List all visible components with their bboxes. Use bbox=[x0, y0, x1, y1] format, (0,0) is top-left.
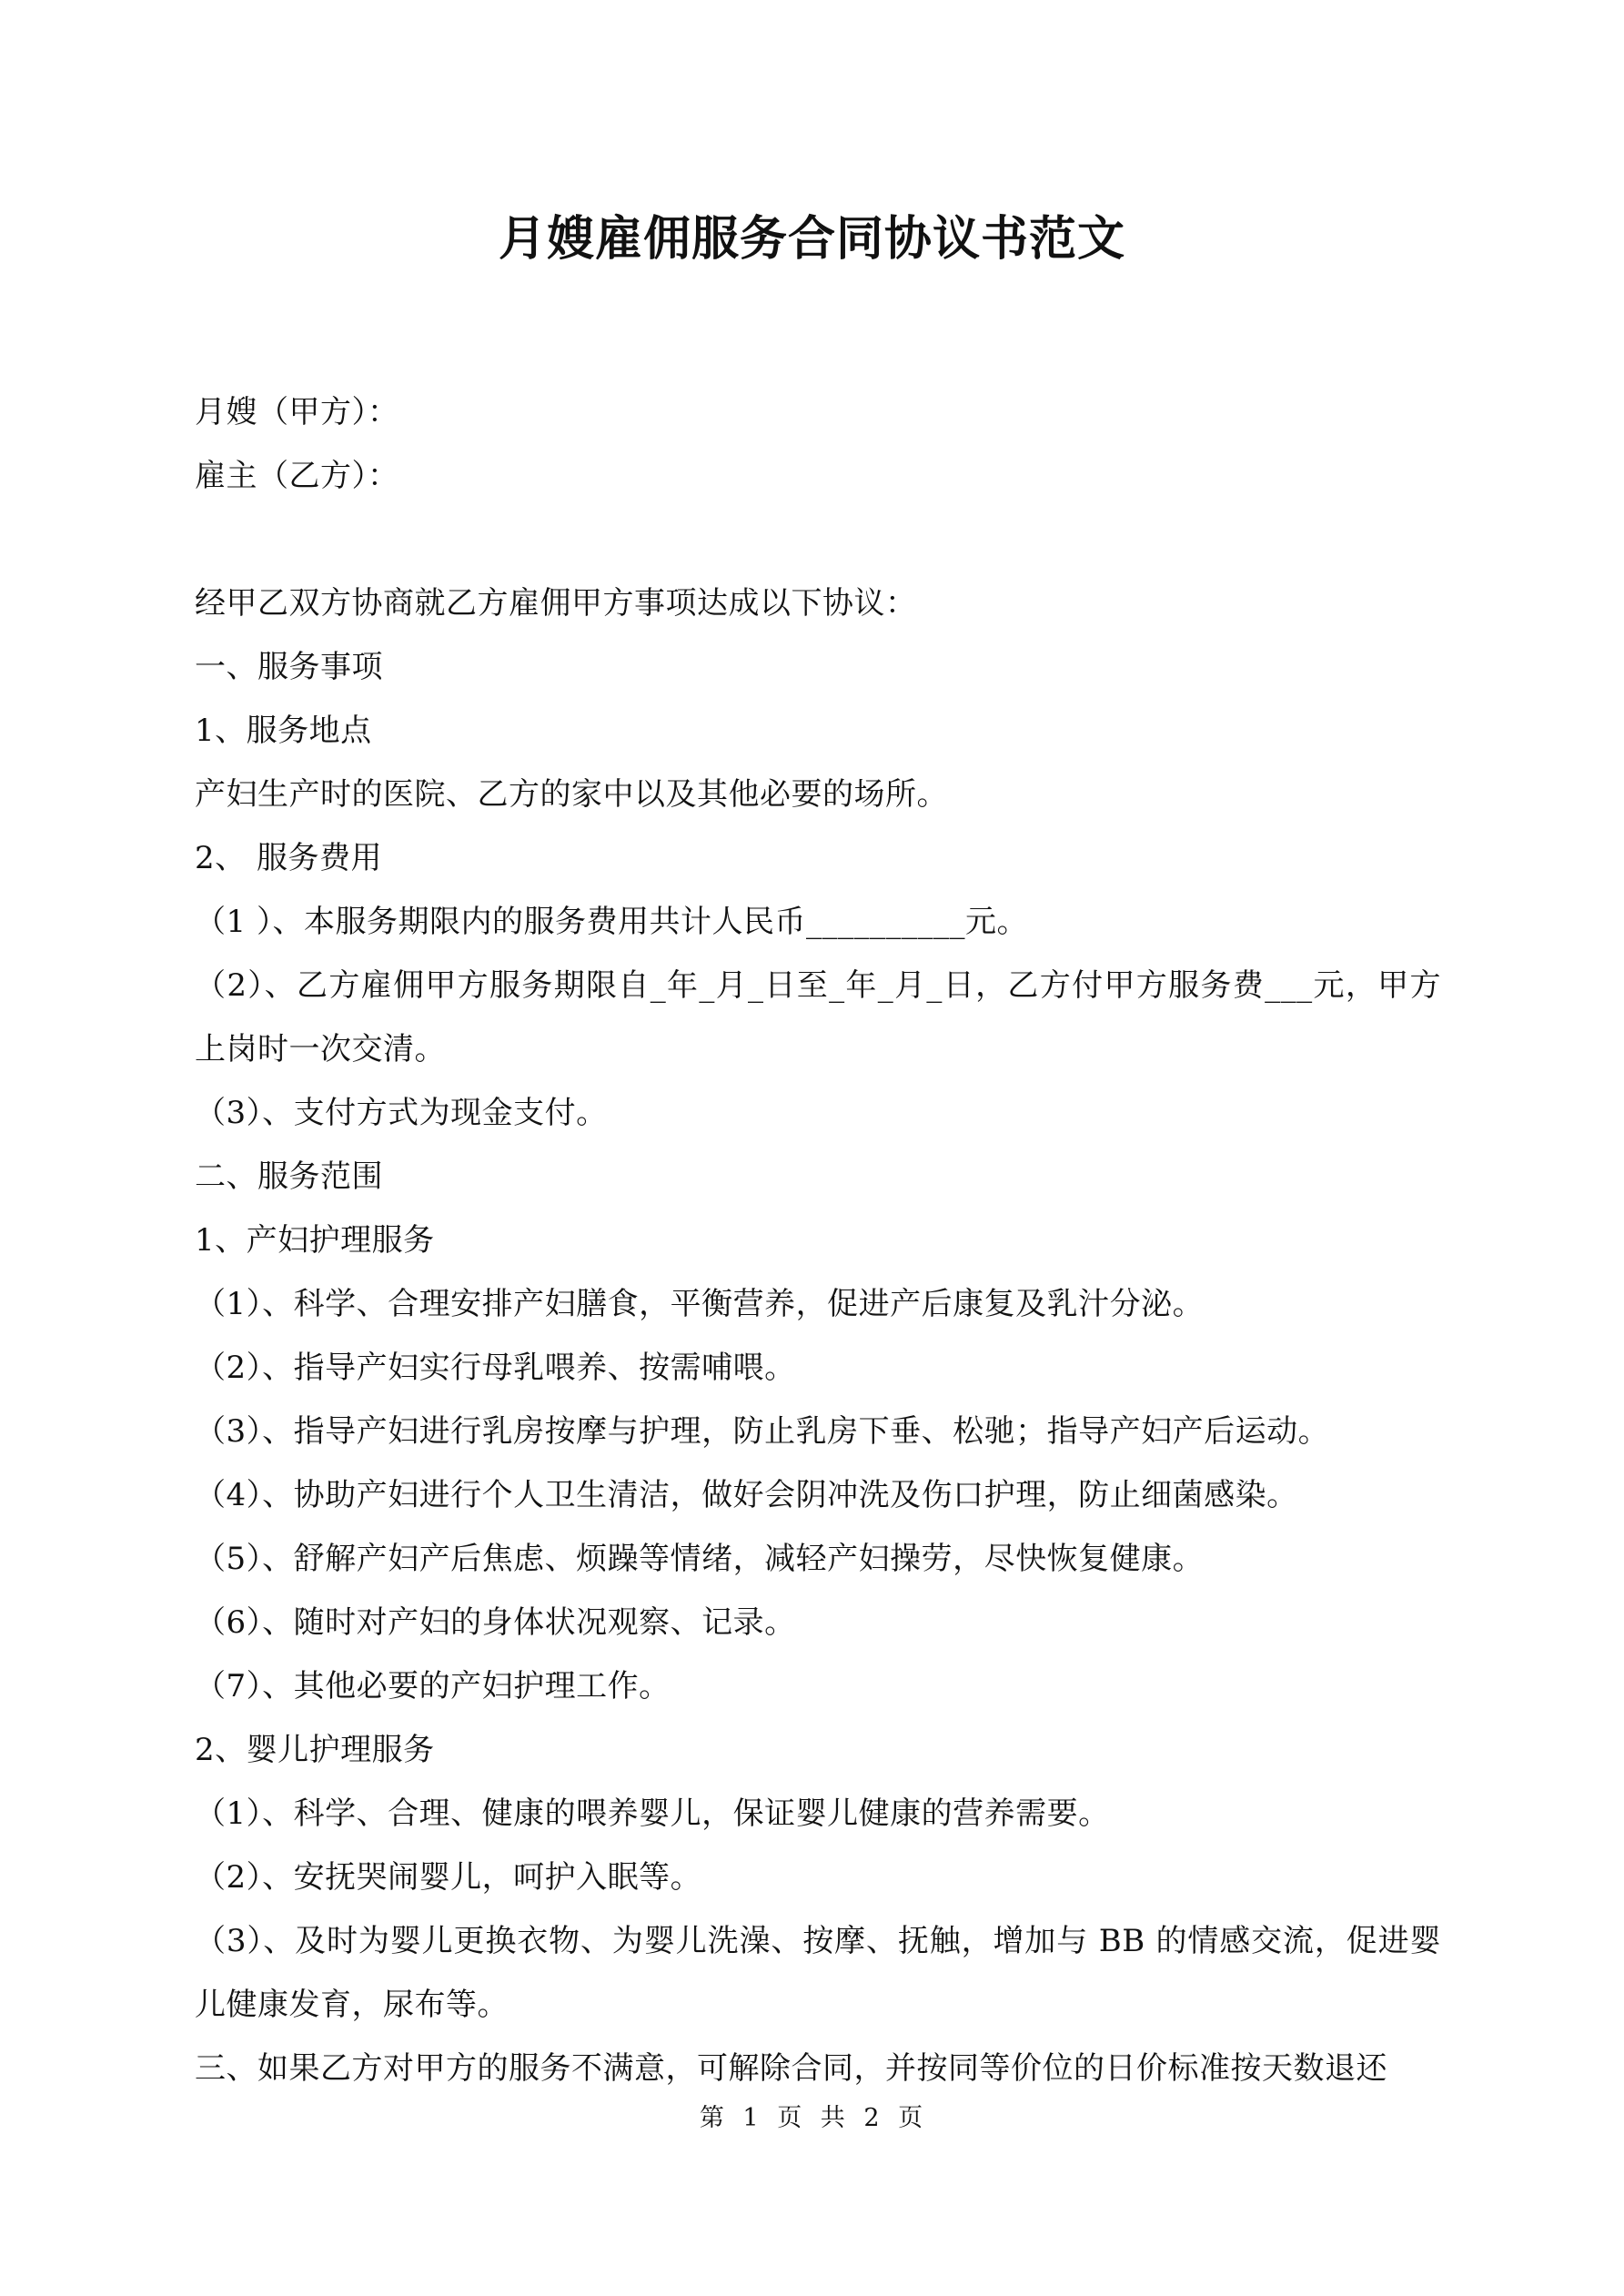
document-body bbox=[195, 571, 1441, 2100]
paragraph: 产妇生产时的医院、乙方的家中以及其他必要的场所。 bbox=[195, 776, 948, 813]
parties-block bbox=[195, 380, 1468, 508]
clause-item: （7）、其他必要的产妇护理工作。 bbox=[195, 1668, 671, 1704]
footer-suffix: 页 bbox=[898, 2104, 925, 2132]
subsection-heading: 2、婴儿护理服务 bbox=[195, 1732, 435, 1768]
clause-item: （2）、安抚哭闹婴儿，呵护入眠等。 bbox=[195, 1859, 702, 1896]
subsection-heading: 1、服务地点 bbox=[195, 713, 372, 749]
intro-paragraph: 经甲乙双方协商就乙方雇佣甲方事项达成以下协议： bbox=[195, 585, 917, 622]
party-b-line: 雇主（乙方）： bbox=[195, 458, 399, 494]
section-heading: 一、服务事项 bbox=[195, 649, 383, 685]
clause-item: （3）、及时为婴儿更换衣物、为婴儿洗澡、按摩、抚触，增加与 BB 的情感交流，促进婴儿健康发育，尿布等。 bbox=[195, 1923, 1441, 2023]
clause-item: （5）、舒解产妇产后焦虑、烦躁等情绪，减轻产妇操劳，尽快恢复健康。 bbox=[195, 1541, 1205, 1577]
section-heading: 三、如果乙方对甲方的服务不满意，可解除合同，并按同等价位的日价标准按天数退还 bbox=[195, 2050, 1387, 2087]
document-title: 月嫂雇佣服务合同协议书范文 bbox=[498, 211, 1125, 267]
clause-item: （1 ）、本服务期限内的服务费用共计人民币__________元。 bbox=[195, 904, 1028, 940]
clause-item: （2）、乙方雇佣甲方服务期限自_年_月_日至_年_月_日，乙方付甲方服务费___元，甲方上岗时一次交清。 bbox=[195, 967, 1441, 1067]
footer-prefix: 第 bbox=[699, 2104, 726, 2132]
section-heading: 二、服务范围 bbox=[195, 1158, 383, 1195]
clause-item: （3）、指导产妇进行乳房按摩与护理，防止乳房下垂、松驰；指导产妇产后运动。 bbox=[195, 1413, 1330, 1450]
clause-item: （3）、支付方式为现金支付。 bbox=[195, 1095, 608, 1131]
clause-item: （1）、科学、合理安排产妇膳食，平衡营养，促进产后康复及乳汁分泌。 bbox=[195, 1286, 1205, 1322]
footer-total-pages: 2 bbox=[863, 2104, 882, 2132]
subsection-heading: 1、产妇护理服务 bbox=[195, 1222, 435, 1259]
clause-item: （2）、指导产妇实行母乳喂养、按需哺喂。 bbox=[195, 1350, 796, 1386]
footer-page-word: 页 bbox=[777, 2104, 804, 2132]
page-number-footer bbox=[0, 2100, 1624, 2137]
subsection-heading: 2、 服务费用 bbox=[195, 840, 382, 876]
footer-total-word: 共 bbox=[820, 2104, 847, 2132]
party-a-line: 月嫂（甲方）： bbox=[195, 394, 399, 430]
clause-item: （1）、科学、合理、健康的喂养婴儿，保证婴儿健康的营养需要。 bbox=[195, 1795, 1110, 1832]
footer-current-page: 1 bbox=[742, 2104, 761, 2132]
clause-item: （4）、协助产妇进行个人卫生清洁，做好会阴冲洗及伤口护理，防止细菌感染。 bbox=[195, 1477, 1298, 1513]
clause-item: （6）、随时对产妇的身体状况观察、记录。 bbox=[195, 1604, 796, 1641]
